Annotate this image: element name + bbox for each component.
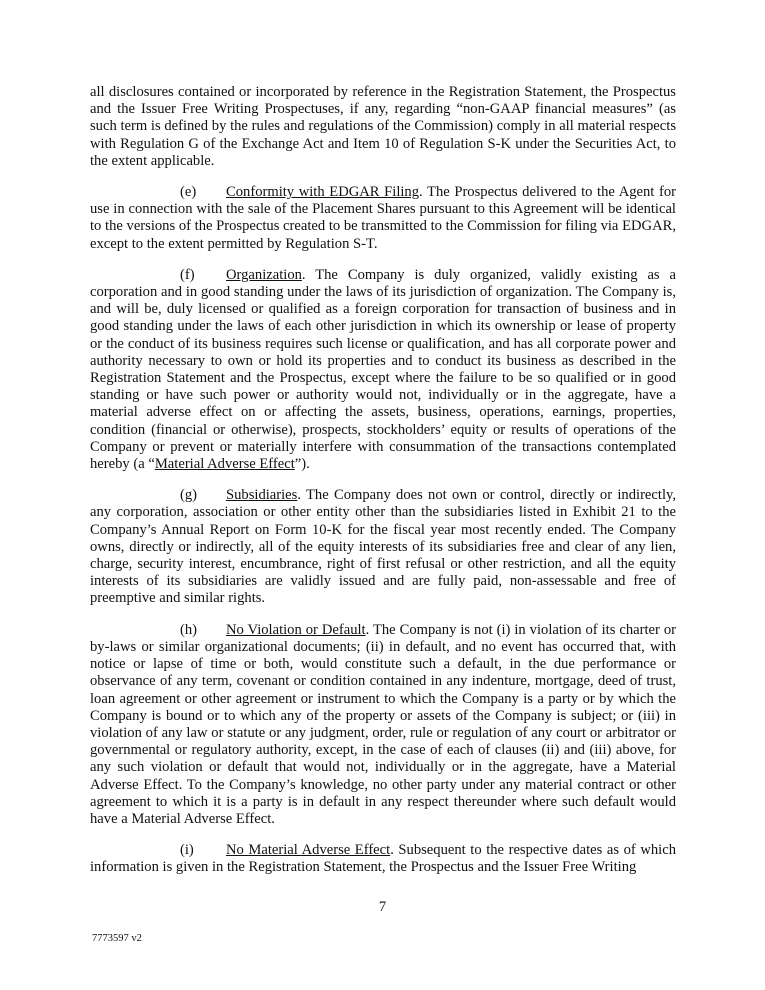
paragraph-text: . The Prospectus delivered to the Agent for use in connection with the sale of the Placement Shares pursuant to this Agreement will be identical to the versions of the Prospectus created to be transmitted to the Commission for filing via EDGAR, except to the extent permitted by Regulation S-T.: [90, 184, 676, 252]
paragraph-heading: No Violation or Default: [226, 621, 366, 638]
paragraph-marker: (g): [180, 487, 198, 504]
defined-term: Material Adverse Effect: [154, 456, 295, 473]
paragraph-text: . The Company is not (i) in violation of its charter or by-laws or similar organizational documents; (ii) in default, and no event has occurred that, with notice or lapse of time or both, would constitute such a default, in the due performance or observance of any term, covenant or condition contained in any indenture, mortgage, deed of trust, loan agreement or other agreement or instrument to which the Company is a party or by which the Company is bound or to which any of the property or assets of the Company is subject; or (iii) in violation of any law or statute or any judgment, order, rule or regulation of any court or arbitrator or governmental or regulatory authority, except, in the case of each of clauses (ii) and (iii) above, for any such violation or default that would not, individually or in the aggregate, have a Material Adverse Effect. To the Company’s knowledge, no other party under any material contract or other agreement to which it is a party is in default in any respect thereunder where such default would have a Material Adverse Effect.: [90, 621, 676, 827]
paragraph-heading: Subsidiaries: [226, 487, 298, 504]
paragraph-marker: (e): [180, 184, 197, 201]
paragraph-continuation: [90, 84, 676, 170]
paragraph-marker: (h): [180, 621, 198, 638]
paragraph-text: all disclosures contained or incorporated by reference in the Registration Statement, the Prospectus and the Issuer Free Writing Prospectuses, if any, regarding “non-GAAP financial measures” (as such term is defined by the rules and regulations of the Commission) comply in all material respects with Regulation G of the Exchange Act and Item 10 of Regulation S-K under the Securities Act, to the extent applicable.: [90, 84, 676, 169]
paragraph-g: [90, 487, 676, 607]
paragraph-text: . The Company does not own or control, directly or indirectly, any corporation, association or other entity other than the subsidiaries listed in Exhibit 21 to the Company’s Annual Report on Form 10-K for the fiscal year most recently ended. The Company owns, directly or indirectly, all of the equity interests of its subsidiaries free and clear of any lien, charge, security interest, encumbrance, right of first refusal or other restriction, and all the equity interests of its subsidiaries are validly issued and are fully paid, non-assessable and free of preemptive and similar rights.: [90, 487, 676, 607]
paragraph-heading: Organization: [226, 266, 302, 283]
paragraph-f: [90, 267, 676, 473]
paragraph-closing: ”).: [294, 456, 310, 473]
document-id: 7773597 v2: [92, 933, 142, 944]
paragraph-marker: (i): [180, 842, 194, 859]
paragraph-e: [90, 184, 676, 253]
paragraph-text: . Subsequent to the respective dates as of which information is given in the Registration Statement, the Prospectus and the Issuer Free Writing: [90, 842, 676, 876]
paragraph-text: . The Company is duly organized, validly existing as a corporation and in good standing under the laws of its jurisdiction of organization. The Company is, and will be, duly licensed or qualified as a foreign corporation for transaction of business and in good standing under the laws of each other jurisdiction in which its ownership or lease of property or the conduct of its business requires such license or qualification, and has all corporate power and authority necessary to own or hold its properties and to conduct its business as described in the Registration Statement and the Prospectus, except where the failure to be so qualified or in good standing or have such power or authority would not, individually or in the aggregate, have a material adverse effect on or affecting the assets, business, operations, earnings, properties, condition (financial or otherwise), prospects, stockholders’ equity or results of operations of the Company or prevent or materially interfere with consummation of the transactions contemplated hereby (a “: [90, 266, 676, 473]
paragraph-heading: No Material Adverse Effect: [226, 842, 391, 859]
paragraph-heading: Conformity with EDGAR Filing: [226, 184, 420, 201]
page-number: 7: [378, 899, 387, 915]
paragraph-h: [90, 622, 676, 828]
paragraph-marker: (f): [180, 266, 195, 283]
document-body: [90, 84, 676, 891]
paragraph-i: [90, 842, 676, 876]
